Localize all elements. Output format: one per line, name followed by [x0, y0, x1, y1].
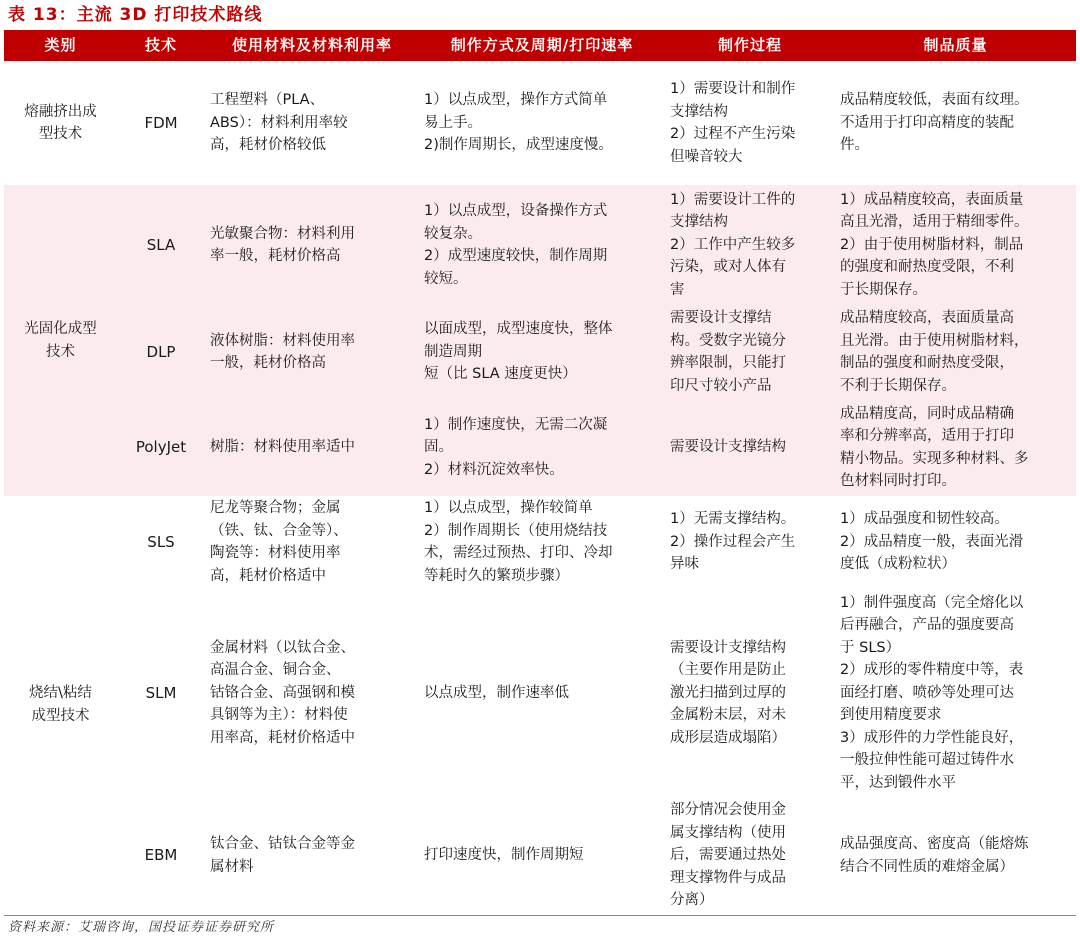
process-cell: 1）需要设计和制作 支撑结构 2）过程不产生污染 但噪音较大: [670, 81, 796, 165]
technology-table: [4, 30, 1076, 913]
table-row: [4, 496, 1076, 588]
header-material: 使用材料及材料利用率: [205, 30, 419, 61]
category-cell: 熔融挤出成 型技术: [24, 103, 97, 142]
header-method: 制作方式及周期/打印速率: [419, 30, 665, 61]
quality-cell: 成品强度高、密度高（能熔炼 结合不同性质的难熔金属）: [840, 836, 1029, 875]
method-cell: 以面成型，成型速度快，整体 制造周期 短（比 SLA 速度更快）: [419, 305, 665, 399]
process-cell: 需要设计支撑结构: [665, 399, 835, 496]
table-row: [4, 305, 1076, 399]
method-cell: 1）以点成型，设备操作方式 较复杂。 2）成型速度较快，制作周期 较短。: [419, 185, 665, 305]
quality-cell: 成品精度高，同时成品精确 率和分辨率高，适用于打印 精小物品。实现多种材料、多 色材料同时打印。: [835, 399, 1076, 496]
process-cell: 1）需要设计工件的 支撑结构 2）工作中产生较多 污染，或对人体有 害: [665, 185, 835, 305]
header-process: 制作过程: [665, 30, 835, 61]
quality-cell: 1）制件强度高（完全熔化以 后再融合，产品的强度要高 于 SLS） 2）成形的零件精度中等，表 面经打磨、喷砂等处理可达 到使用精度要求 3）成形件的力学性能良好， 一般拉伸性能可超过铸件水 平，达到锻件水平: [840, 594, 1024, 791]
header-category: 类别: [4, 30, 117, 61]
process-cell: 需要设计支撑结 构。受数字光镜分 辨率限制，只能打 印尺寸较小产品: [665, 305, 835, 399]
material-cell: 树脂：材料使用率适中: [205, 399, 419, 496]
method-cell: 以点成型，制作速率低: [424, 684, 569, 701]
footer-divider: [4, 915, 1076, 916]
process-cell: 需要设计支撑结构 （主要作用是防止 激光扫描到过厚的 金属粉末层，对未 成形层造成塌陷）: [670, 639, 786, 746]
tech-cell: FDM: [144, 113, 178, 132]
table-row: [4, 588, 1076, 798]
material-cell: 金属材料（以钛合金、 高温合金、铜合金、 钴铬合金、高强钢和模 具钢等为主）：材料使 用率高，耗材价格适中: [210, 639, 355, 746]
process-cell: 1）无需支撑结构。 2）操作过程会产生 异味: [670, 511, 796, 573]
header-row: [4, 30, 1076, 61]
table-row: [4, 399, 1076, 496]
tech-cell: SLM: [145, 683, 177, 702]
category-cell: 光固化成型 技术: [4, 185, 117, 496]
quality-cell: 成品精度较低，表面有纹理。 不适用于打印高精度的装配 件。: [840, 92, 1029, 154]
quality-cell: 1）成品强度和韧性较高。 2）成品精度一般，表面光滑 度低（成粉粒状）: [840, 511, 1024, 573]
tech-cell: SLS: [147, 532, 175, 551]
table-title: 表 13：主流 3D 打印技术路线: [8, 5, 263, 25]
table-row: [4, 61, 1076, 185]
quality-cell: 1）成品精度较高，表面质量 高且光滑，适用于精细零件。 2）由于使用树脂材料，制品 的强度和耐热度受限，不利 于长期保存。: [835, 185, 1076, 305]
source-note: 资料来源：艾瑞咨询，国投证券证券研究所: [8, 920, 275, 935]
method-cell: 打印速度快，制作周期短: [424, 847, 584, 864]
table-row: [4, 185, 1076, 305]
table-row: [4, 798, 1076, 913]
method-cell: 1）以点成型，操作方式简单 易上手。 2)制作周期长，成型速度慢。: [424, 92, 613, 154]
method-cell: 1）制作速度快，无需二次凝 固。 2）材料沉淀效率快。: [419, 399, 665, 496]
method-cell: 1）以点成型，操作较简单 2）制作周期长（使用烧结技 术，需经过预热、打印、冷却 等耗时久的繁琐步骤）: [424, 500, 613, 584]
material-cell: 尼龙等聚合物；金属 （铁、钛、合金等）、 陶瓷等：材料使用率 高，耗材价格适中: [210, 500, 348, 584]
quality-cell: 成品精度较高，表面质量高 且光滑。由于使用树脂材料， 制品的强度和耐热度受限， 不利于长期保存。: [835, 305, 1076, 399]
material-cell: 钛合金、钴钛合金等金 属材料: [210, 836, 355, 875]
tech-cell: PolyJet: [117, 399, 205, 496]
header-technology: 技术: [117, 30, 205, 61]
material-cell: 工程塑料（PLA、 ABS）：材料利用率较 高，耗材价格较低: [210, 92, 348, 154]
tech-cell: SLA: [117, 185, 205, 305]
material-cell: 液体树脂：材料使用率 一般，耗材价格高: [205, 305, 419, 399]
header-quality: 制品质量: [835, 30, 1076, 61]
process-cell: 部分情况会使用金 属支撑结构（使用 后，需要通过热处 理支撑物件与成品 分离）: [670, 802, 786, 909]
tech-cell: EBM: [144, 846, 178, 865]
category-cell: 烧结\粘结 成型技术: [29, 685, 92, 724]
material-cell: 光敏聚合物：材料利用 率一般，耗材价格高: [205, 185, 419, 305]
tech-cell: DLP: [117, 305, 205, 399]
